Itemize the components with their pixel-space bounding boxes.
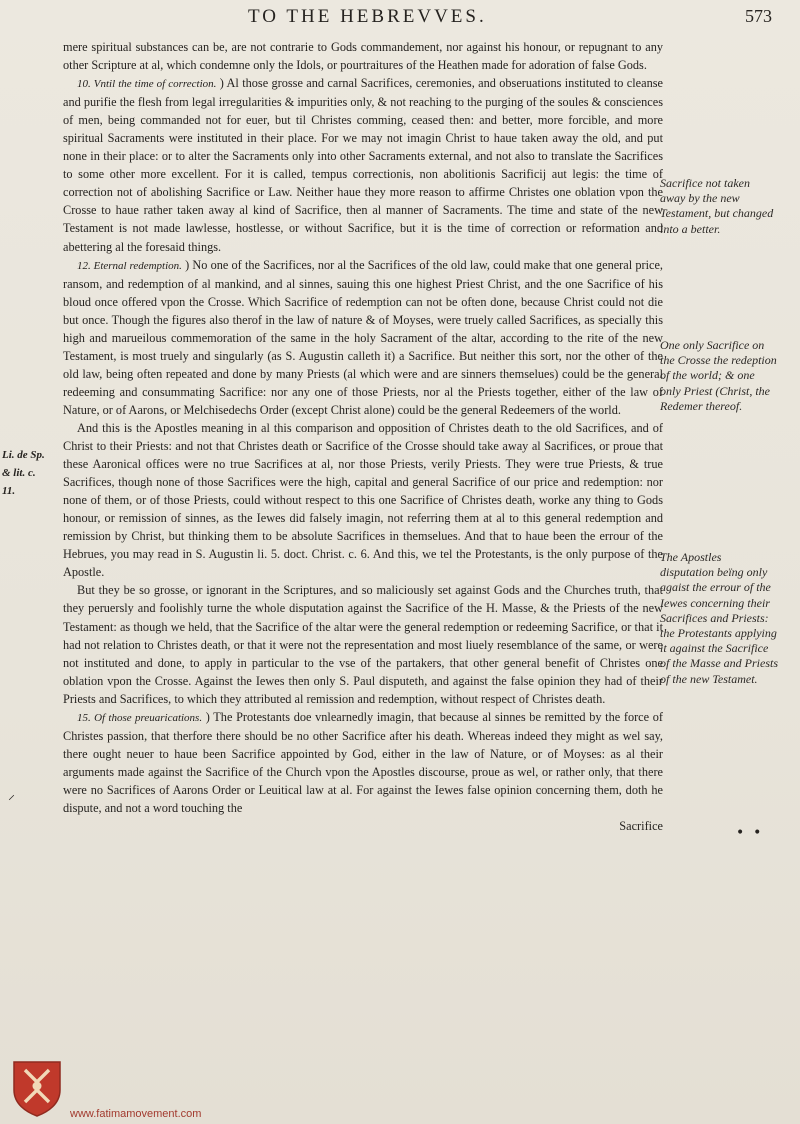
catchword-line	[63, 817, 663, 835]
paragraph-grosse-ignorant	[63, 581, 663, 707]
margin-note-apostles-disputation: The Apostles disputation beïng only agaist the errour of the Iewes concerning their Sacrifices and Priests: the Protestants applying it against the Sacrifice of the Masse and Priests of the new Testamet.	[660, 550, 778, 686]
paragraph-text: And this is the Apostles meaning in al this comparison and opposition of Christes death to the old Sacrifices, and of Christ to their Priests: and not that Christes death or Sacrifice of the Crosse should take away al Sacrifices, or proue that these Aaronical offices were no true Sacrifices at al, nor those Priests, verily Priests. They were true Priests, & true Sacrifices, though none of those Sacrifices were the high, capital and general Sacrifice of our price and redemption: nor none of them, or of those Priests, could without respect to this one Sacrifice of Christes death, worke any thing to Gods honour, or remission of sinnes, as the Iewes did falsely imagin, not referring them at al to this general redemption and remission by Christ, but thinking them to be absolute Sacrifices in themselues. And that to haue been the errour of the Hebrues, you may read in S. Augustin li. 5. doct. Christ. c. 6. And this, we tel the Protestants, is the only purpose of the Apostle.	[63, 420, 663, 580]
running-title: TO THE HEBREVVES.	[248, 6, 487, 27]
paragraph-text: mere spiritual substances can be, are not contrarie to Gods commandement, nor against his honour, or repugnant to any other Scripture at al, which condemne only the Idols, or pourtraitures of the Heathen made for adoration of false Gods.	[63, 40, 663, 73]
left-reference: Li. de Sp.	[2, 449, 45, 461]
annotation-lemma: 12. Eternal redemption.	[77, 259, 182, 272]
left-reference: 11.	[2, 485, 16, 497]
margin-dots: • •	[736, 825, 762, 841]
coat-of-arms-logo	[8, 1056, 66, 1118]
annotation-text: ) The Protestants doe vnlearnedly imagin, that because al sinnes be remitted by the force of Christes passion, that therfore there should be no other Sacrifice after his death. Whereas indeed they might as wel say, there ought neuer to haue been Sacrifice appointed by God, either in the law of Nature, or of Moyses: as al their arguments made against the Sacrifice of the Church vpon the Apostles discourse, proue as wel, or rather only, that there were no Sacrifices of Aarons Order or Leuitical law at al. For against the Iewes false opinion concerning them, doth he dispute, and not a word touching the	[63, 709, 664, 815]
page-number: 573	[745, 6, 772, 26]
paragraph-apostles-meaning	[63, 419, 663, 581]
annotation-lemma: 15. Of those preuarications.	[77, 711, 203, 724]
paragraph-continuation	[63, 38, 663, 74]
margin-mark: ⸝	[8, 787, 15, 803]
annotation-text: ) Al those grosse and carnal Sacrifices, ceremonies, and obseruations instituted to cleanse and purifie the flesh from legal irregularities & impurities only, & not reaching to the purging of the soules & consciences of men, being commanded not for euer, but til Christes comming, ceased then: and better, more forcible, and more spiritual Sacraments were instituted in their place. For we may not imagin Christ to haue taken away the old, and put none in their place: or to alter the Sacraments only into other Sacraments external, and not also to translate the Sacrifices to some other more excellent. For it is called, tempus correctionis, non abolitionis Sacrificij aut legis: the time of correction not of abolishing Sacrifice or Law. Neither haue they more reason to affirme Christes one oblation vpon the Crosse to haue rather taken away al kind of Sacrifice, then al manner of Sacraments. The time and state of the new Testament is not made lawlesse, hostlesse, or without Sacrifice, but it is the time of correction or reformation and abettering al the foresaid things.	[63, 76, 663, 254]
margin-note-sacrifice-not-taken-away: Sacrifice not taken away by the new Testament, but changed into a better.	[660, 176, 774, 236]
annotation-lemma: 10. Vntil the time of correction.	[77, 78, 217, 91]
annotation-12	[63, 256, 663, 419]
commentary-text	[63, 38, 663, 835]
watermark-url[interactable]: www.fatimamovement.com	[70, 1108, 202, 1120]
paragraph-text: But they be so grosse, or ignorant in the Scriptures, and so maliciously set against Gods and the Churches truth, that they peruersly and foolishly turne the whole disputation against the Sacrifice of the H. Masse, & the Priests of the new Testament: as though we held, that the Sacrifice of the altar were the general redemption or redeeming Sacrifice, or that it had not relation to Christes death, or that it were not the representation and most liuely resemblance of the same, or were not instituted and done, to apply in particular to the vse of the partakers, that other general benefit of Christes one oblation vpon the Crosse. Against the Iewes then only S. Paul disputeth, and against the false opinion they had of their Priests and Sacrifices, to which they attributed al remission and redemption, without respect of Christes death.	[63, 583, 663, 706]
left-reference: & lit. c.	[2, 467, 36, 479]
annotation-15	[63, 708, 663, 817]
margin-note-one-sacrifice: One only Sacrifice on the Crosse the redeption of the world; & one only Priest (Christ, the Redemer thereof.	[660, 338, 777, 413]
page-header	[0, 2, 800, 32]
annotation-text: ) No one of the Sacrifices, nor al the Sacrifices of the old law, could make that one general price, ransom, and redemption of al mankind, and al sinnes, sauing this one highest Priest Christ, and the one Sacrifice of his bloud once offered vpon the Crosse. Which Sacrifice of redemption can not be often done, because Christ could not die but once. Though the figures also therof in the law of nature & of Moyses, were truely called Sacrifices, as specially this high and marueilous commemoration of the same in the holy Sacrament of the altar, according to the rite of the new Testament, is most truely and singularly (as S. Augustin calleth it) a Sacrifice. But neither this sort, nor the other of the old law, being often repeated and done by many Priests (al which were and are sinners themselues) could be the general redeeming and consummating Sacrifice: nor any one of those Priests, nor al the Priests together, either of the law of Nature, or of Aarons, or Melchisedechs Order (except Christ alone) could be the general Redeemers of the world.	[63, 257, 663, 417]
annotation-10	[63, 74, 663, 255]
catchword: Sacrifice	[619, 819, 663, 834]
